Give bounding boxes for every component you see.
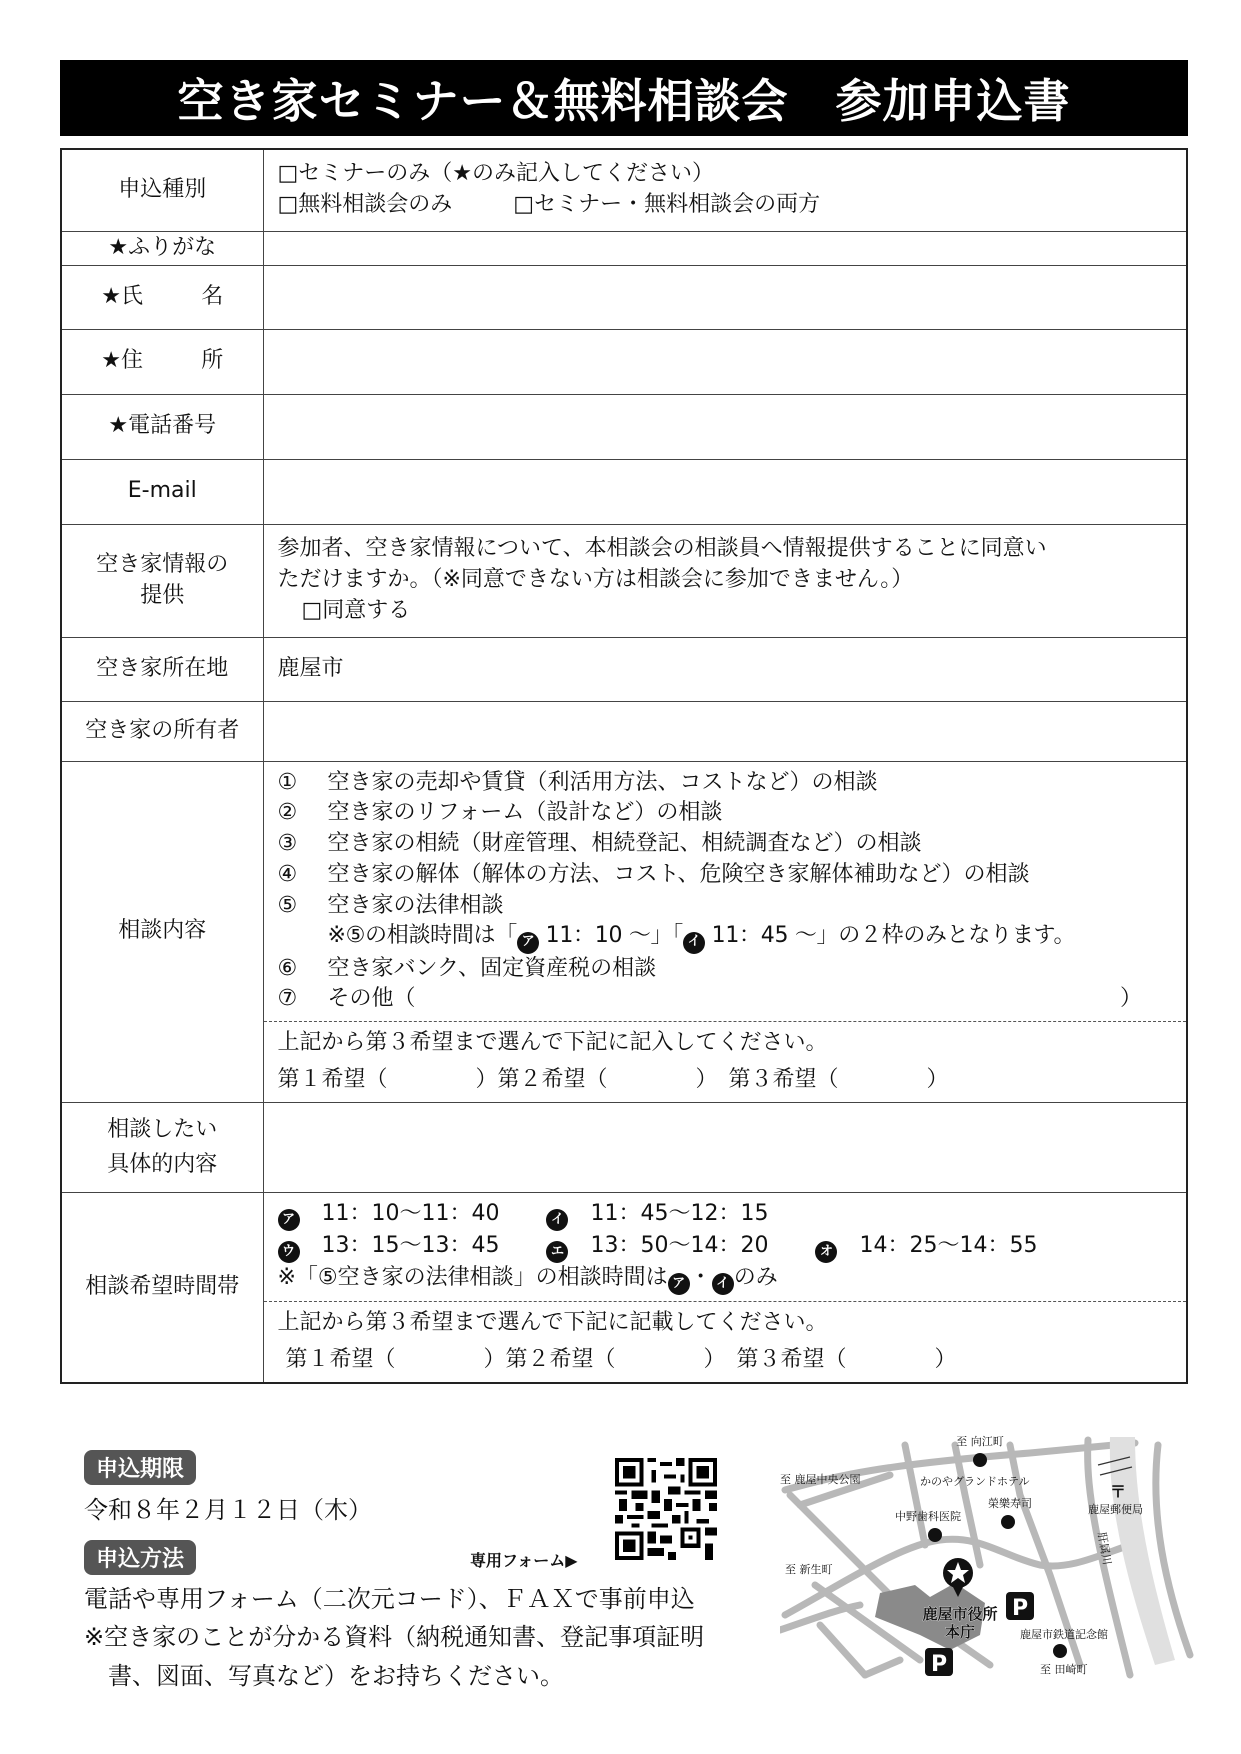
content-instruction: 上記から第３希望まで選んで下記に記入してください。 — [277, 1030, 828, 1056]
label-time-slot: 相談希望時間帯 — [61, 1192, 263, 1382]
row-furigana — [61, 231, 1187, 265]
deadline-date: 令和８年２月１２日（木） — [84, 1496, 372, 1524]
map-label-city-hall-main: 本庁 — [944, 1623, 976, 1641]
museum-dot — [1053, 1644, 1067, 1658]
footer — [60, 1435, 1188, 1730]
name-field[interactable] — [263, 265, 1187, 329]
required-star-icon: ★ — [108, 413, 129, 439]
map-label-river: 肝属川 — [1095, 1531, 1114, 1567]
map-label-railway-museum: 鹿屋市鉄道記念館 — [1020, 1628, 1108, 1641]
circled-e-icon: エ — [546, 1241, 568, 1263]
agree-checkbox[interactable]: □同意する — [301, 597, 411, 623]
time-slot-a: ア 11：10～11：40 — [278, 1199, 500, 1231]
label-owner: 空き家の所有者 — [61, 701, 263, 761]
circled-i-icon: イ — [683, 932, 705, 954]
consent-text-1: 参加者、空き家情報について、本相談会の相談員へ情報提供することに同意い — [277, 536, 1047, 562]
application-form — [60, 148, 1188, 1384]
content-wishes[interactable]: 第１希望（ ）第２希望（ ） 第３希望（ ） — [277, 1066, 949, 1092]
option-consultation-only[interactable]: □無料相談会のみ — [277, 192, 453, 218]
map-label-post-symbol: 〒 — [1110, 1482, 1127, 1501]
consultation-content-list — [263, 761, 1187, 1102]
other-input[interactable]: その他（ — [327, 986, 416, 1012]
time-slot-e: エ 13：50～14：20 — [546, 1231, 768, 1263]
time-slot-u: ウ 13：15～13：45 — [278, 1231, 500, 1263]
label-info-consent: 空き家情報の 提供 — [61, 524, 263, 637]
map-road — [865, 1660, 900, 1675]
phone-field[interactable] — [263, 394, 1187, 459]
content-item-7: ⑦ その他（ ） — [277, 986, 1142, 1012]
page-title: 空き家セミナー＆無料相談会 参加申込書 — [60, 60, 1188, 136]
circled-a-icon: ア — [517, 932, 539, 954]
content-item-1: ① 空き家の売却や賃貸（利活用方法、コストなど）の相談 — [277, 769, 878, 795]
deadline-badge: 申込期限 — [84, 1450, 196, 1485]
method-text: 電話や専用フォーム（二次元コード）、ＦＡＸで事前申込 ※空き家のことが分かる資料（納税通知書、登記事項証明 書、図面、写真など）をお持ちください。 — [84, 1585, 705, 1690]
address-field[interactable] — [263, 329, 1187, 394]
required-star-icon: ★ — [108, 234, 129, 260]
map-label-post-office: 鹿屋郵便局 — [1088, 1503, 1143, 1516]
map-label-to-shinseicho: 至 新生町 — [785, 1563, 833, 1576]
content-wish-section — [264, 1021, 1187, 1096]
label-detail: 相談したい 具体的内容 — [61, 1102, 263, 1192]
row-detail — [61, 1102, 1187, 1192]
content-item-5-note: ※⑤の相談時間は「 ア 11：10 ～」「 イ 11：45 ～」の２枠のみとなります。 — [278, 921, 1173, 953]
hotel-dot — [973, 1453, 987, 1467]
option-seminar-only[interactable]: □セミナーのみ（★のみ記入してください） — [277, 161, 715, 187]
furigana-field[interactable] — [263, 231, 1187, 265]
detail-field[interactable] — [263, 1102, 1187, 1192]
time-slot-content — [263, 1192, 1187, 1382]
label-address: ★住 所 — [61, 329, 263, 394]
circled-a-icon: ア — [668, 1273, 690, 1295]
location-field[interactable]: 鹿屋市 — [263, 637, 1187, 701]
time-instruction: 上記から第３希望まで選んで下記に記載してください。 — [277, 1310, 828, 1336]
map-label-dental: 中野歯科医院 — [895, 1510, 961, 1523]
email-field[interactable] — [263, 459, 1187, 524]
content-item-5: ⑤ 空き家の法律相談 — [277, 892, 504, 918]
dedicated-form-label: 専用フォーム▶ — [470, 1551, 578, 1570]
circled-i-icon: イ — [546, 1209, 568, 1231]
map-label-to-central-park: 至 鹿屋中央公園 — [780, 1473, 861, 1486]
application-type-options — [263, 149, 1187, 231]
row-consultation-content — [61, 761, 1187, 1102]
parking-label-2: P — [930, 1652, 948, 1677]
sushi-dot — [1001, 1515, 1015, 1529]
option-both[interactable]: □セミナー・無料相談会の両方 — [513, 192, 821, 218]
time-slot-i: イ 11：45～12：15 — [546, 1199, 768, 1231]
map-label-hotel: かのやグランドホテル — [920, 1475, 1030, 1488]
row-time-slot — [61, 1192, 1187, 1382]
label-furigana: ★ふりがな — [61, 231, 263, 265]
parking-label-1: P — [1011, 1596, 1029, 1621]
content-item-2: ② 空き家のリフォーム（設計など）の相談 — [277, 800, 723, 826]
time-slot-o: オ 14：25～14：55 — [815, 1231, 1037, 1263]
time-slots-row-1 — [278, 1199, 1173, 1231]
row-info-consent — [61, 524, 1187, 637]
label-email: E-mail — [61, 459, 263, 524]
row-email — [61, 459, 1187, 524]
map-label-to-tasakicho: 至 田崎町 — [1040, 1663, 1088, 1676]
consent-text-2: ただけますか。（※同意できない方は相談会に参加できません。） — [277, 567, 914, 593]
time-note: ※「⑤空き家の法律相談」の相談時間は ア ・ イ のみ — [278, 1263, 1173, 1295]
required-star-icon: ★ — [101, 348, 121, 374]
owner-field[interactable] — [263, 701, 1187, 761]
circled-o-icon: オ — [815, 1241, 837, 1263]
circled-i-icon: イ — [712, 1273, 734, 1295]
map-road — [820, 1625, 865, 1675]
info-consent-content — [263, 524, 1187, 637]
label-application-type: 申込種別 — [61, 149, 263, 231]
label-phone: ★電話番号 — [61, 394, 263, 459]
row-location — [61, 637, 1187, 701]
access-map — [780, 1435, 1200, 1715]
map-label-sushi: 榮樂寿司 — [988, 1497, 1032, 1510]
row-application-type — [61, 149, 1187, 231]
method-badge: 申込方法 — [84, 1540, 196, 1575]
row-name — [61, 265, 1187, 329]
label-name: ★氏 名 — [61, 265, 263, 329]
time-wish-section — [264, 1301, 1187, 1376]
content-item-6: ⑥ 空き家バンク、固定資産税の相談 — [277, 955, 657, 981]
content-item-3: ③ 空き家の相続（財産管理、相続登記、相続調査など）の相談 — [277, 831, 922, 857]
label-location: 空き家所在地 — [61, 637, 263, 701]
dental-dot — [928, 1528, 942, 1542]
required-star-icon: ★ — [101, 283, 121, 309]
row-address — [61, 329, 1187, 394]
label-consultation-content: 相談内容 — [61, 761, 263, 1102]
circled-u-icon: ウ — [278, 1241, 300, 1263]
time-slots-row-2 — [278, 1231, 1173, 1263]
row-phone — [61, 394, 1187, 459]
row-owner — [61, 701, 1187, 761]
circled-a-icon: ア — [278, 1209, 300, 1231]
content-item-4: ④ 空き家の解体（解体の方法、コスト、危険空き家解体補助など）の相談 — [277, 861, 1030, 887]
qr-code-icon[interactable] — [615, 1458, 717, 1560]
time-wishes[interactable]: 第１希望（ ）第２希望（ ） 第３希望（ ） — [285, 1346, 957, 1372]
map-label-to-mukaemachi: 至 向江町 — [956, 1435, 1004, 1448]
map-label-city-hall: 鹿屋市役所 — [922, 1605, 998, 1623]
